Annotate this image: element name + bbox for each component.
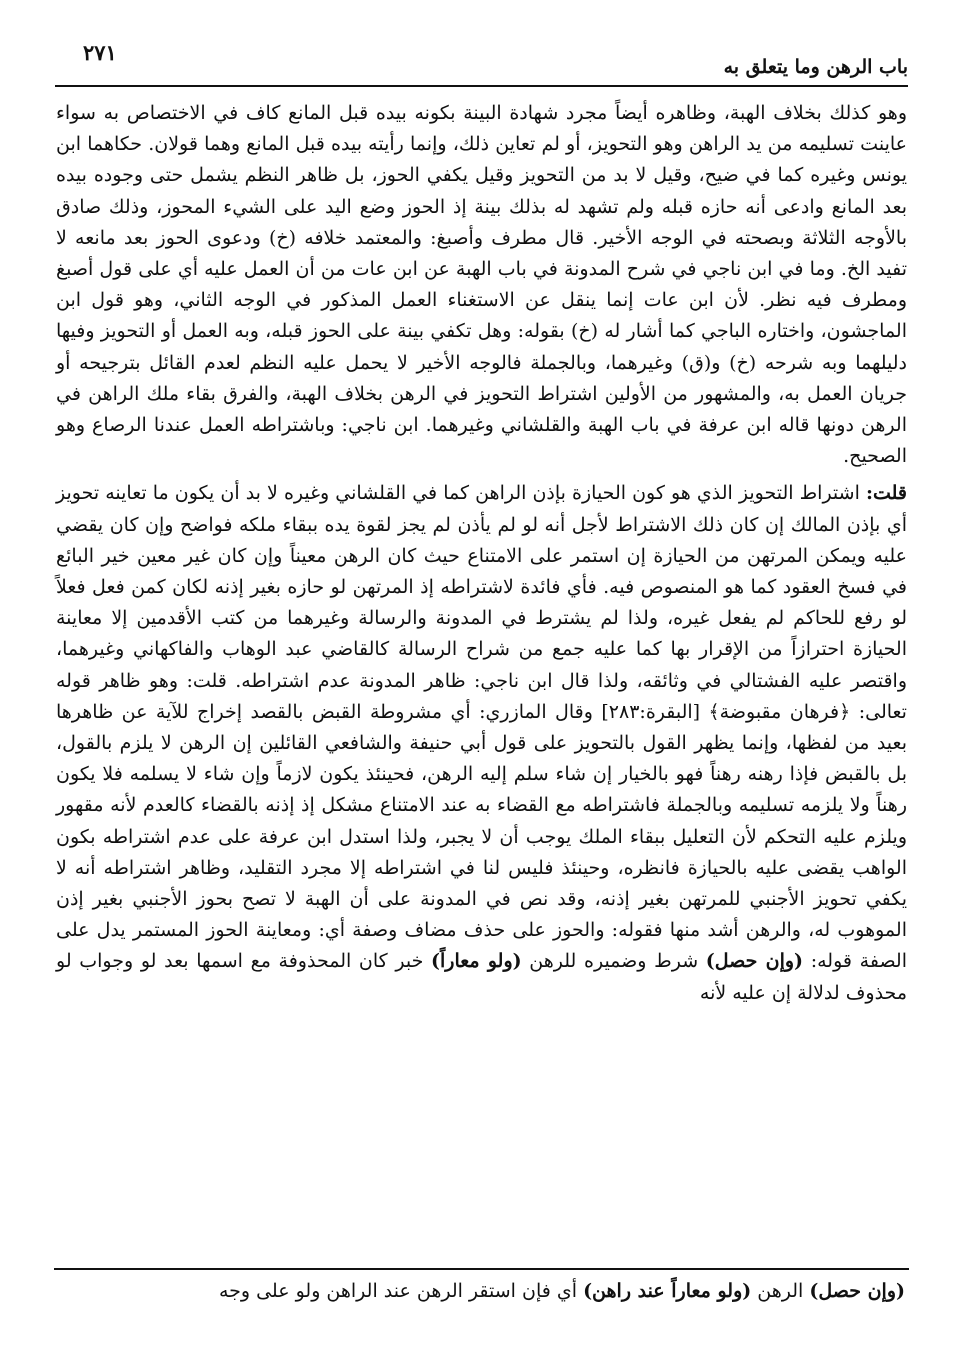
main-text [56, 98, 907, 1009]
matn-phrase-2: (ولو معاراً) [431, 950, 522, 973]
paragraph-2-text-c: شرط وضميره للرهن [529, 950, 699, 973]
paragraph-2 [56, 478, 907, 1008]
footnote-bold-1: (وإن حصل) [809, 1280, 905, 1302]
matn-phrase-1: (وإن حصل) [705, 950, 804, 973]
footnote [56, 1276, 905, 1307]
footnote-text-2: أي فإن استقر الرهن عند الراهن ولو على وجه [218, 1280, 578, 1302]
page-number: ٢٧١ [83, 40, 117, 65]
qultu-label: قلت: [865, 482, 907, 505]
quran-quote: ﴿فرهان مقبوضة﴾ [708, 700, 851, 723]
footnote-rule [54, 1268, 909, 1270]
chapter-title: باب الرهن وما يتعلق به [723, 56, 908, 78]
header-rule [55, 85, 908, 87]
page-header [55, 36, 908, 86]
footnote-bold-2: (ولو معاراً عند راهن) [583, 1280, 752, 1302]
paragraph-2-text-b: وقال المازري: أي مشروطة القبض بالقصد إخراج للآية عن ظاهرها بعيد من لفظها، وإنما يظهر القول بالتحويز على قول أبي حنيفة والشافعي القائلين إن الرهن لا يلزم بالقول، بل بالقبض فإذا رهنه رهناً فهو بالخيار إن شاء سلم إليه الرهن، فحينئذ يكون لازماً وإن شاء لا يسلمه فلا يكون رهناً ولا يلزمه تسليمه وبالجملة فاشتراطه مع القضاء به عند الامتناع مشكل إذ إذنه بالقضاء كالعدم لأنه مقهور ويلزم عليه التحكم لأن التعليل ببقاء الملك يوجب أن لا يجبر، ولذا استدل ابن عرفة على عدم اشتراطه بكون الواهب يقضى عليه بالحيازة فانظره، وحينئذ فليس لنا في اشتراطه إلا مجرد التقليد، وظاهر اشتراطه أنه لا يكفي تحويز الأجنبي للمرتهن بغير إذنه، وقد نص في المدونة على أن الهبة لا تصح بحوز الأجنبي بغير إذن الموهوب له، والرهن أشد منها فقوله: والحوز على حذف مضاف وصفة أي: ومعاينة الحوز المستمر يدل على الصفة قوله: [56, 700, 907, 973]
paragraph-2-text-d: خبر كان المحذوفة مع اسمها بعد لو وجواب لو محذوف لدلالة إن عليه لأنه [56, 950, 907, 1004]
quran-reference: [البقرة:٢٨٣] [601, 700, 701, 723]
footnote-text-1: الرهن [757, 1280, 804, 1302]
paragraph-1: وهو كذلك بخلاف الهبة، وظاهره أيضاً مجرد شهادة البينة بكونه بيده قبل المانع كاف في الاختصاص به سواء عاينت تسليمه من يد الراهن وهو التحويز، أو لم تعاين ذلك، وإنما رأيته بيده قبل المانع وهما قولان. حكاهما ابن يونس وغيره كما في ضيح، وقيل لا بد من التحويز وقيل يكفي الحوز، بل ظاهر النظم يشمل حتى وجوده بيده بعد المانع وادعى أنه حازه قبله ولم تشهد له بذلك بينة إذ الحوز وضع اليد على الشيء المحوز، وذلك صادق بالأوجه الثلاثة وبصحته في الوجه الأخير. قال مطرف وأصبغ: والمعتمد خلافه (خ) ودعوى الحوز بعد مانعه لا تفيد الخ. وما في ابن ناجي في شرح المدونة في باب الهبة عن ابن عات من أن العمل عليه أي على قول أصبغ ومطرف فيه نظر. لأن ابن عات إنما ينقل عن الاستغناء العمل المذكور في الوجه الثاني، وهو قول ابن الماجشون، واختاره الباجي كما أشار له (خ) بقوله: وهل تكفي بينة على الحوز قبله، وبه العمل أو التحويز وفيها دليلهما وبه شرحه (خ) و(ق) وغيرهما، وبالجملة فالوجه الأخير لا يحمل عليه النظم لعدم القائل بترجيحه أو جريان العمل به، والمشهور من الأولين اشتراط التحويز في الرهن بخلاف الهبة، والفرق بقاء ملك الراهن في الرهن دونها قاله ابن عرفة في باب الهبة والقلشاني وغيرهما. ابن ناجي: وباشتراطه العمل عندنا الرصاع وهو الصحيح. [56, 102, 908, 468]
paragraph-2-text-a: اشتراط التحويز الذي هو كون الحيازة بإذن الراهن كما في القلشاني وغيره لا بد أن يكون ما تعاينه تحويز أي بإذن المالك إن كان ذلك الاشتراط لأجل أنه لو لم يأذن لم يجز لقوة يده ببقاء ملكه فواضح وإن كان يقضي عليه ويمكن المرتهن من الحيازة إن استمر على الامتناع حيث كان الرهن معيناً وإن كان غير معين خير البائع في فسخ العقود كما هو المنصوص فيه. فأي فائدة لاشتراطه إذ المرتهن لو حازه بغير إذنه لكان كمن فعل فعلاً لو رفع للحاكم لم يفعل غيره، ولذا لم يشترط في المدونة والرسالة وغيرهما من كتب الأقدمين إلا معاينة الحيازة احترازاً من الإقرار بها كما عليه جمع من شراح الرسالة كالقاضي عبد الوهاب والفاكهاني وغيرهما، واقتصر عليه الفشتالي في وثائقه، ولذا قال ابن ناجي: ظاهر المدونة عدم اشتراطه. قلت: وهو ظاهر قوله تعالى: [56, 482, 907, 723]
